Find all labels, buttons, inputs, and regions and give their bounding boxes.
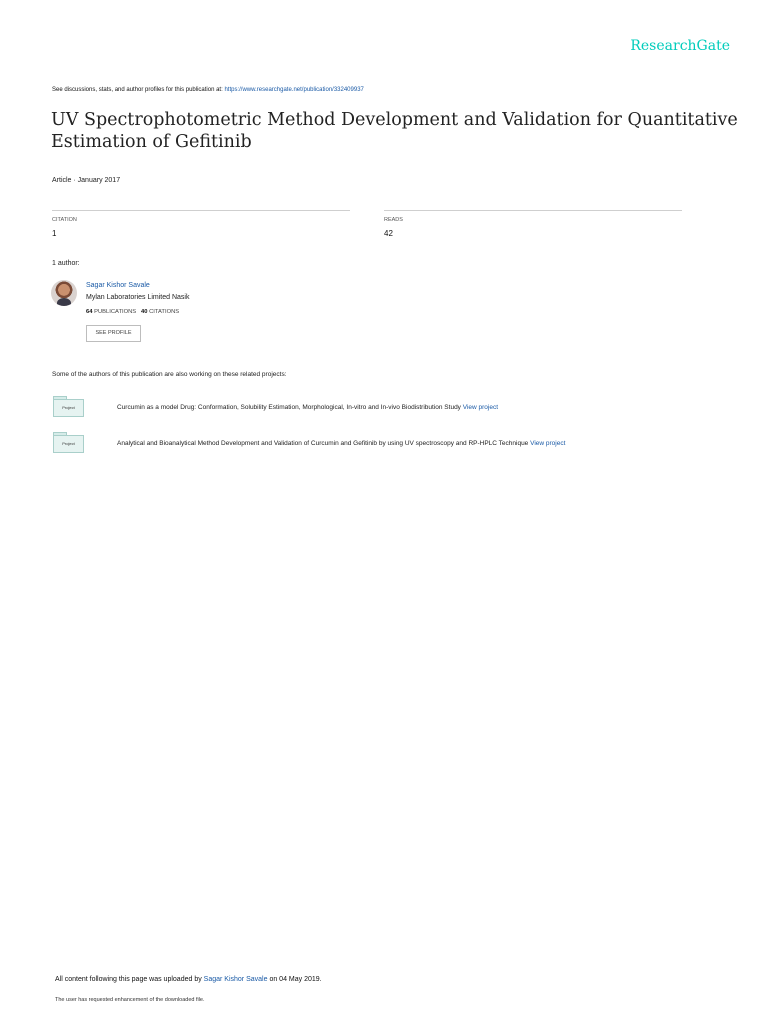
citations-label: CITATIONS xyxy=(149,309,180,315)
uploaded-by-line xyxy=(55,976,322,983)
view-project-link[interactable]: View project xyxy=(462,404,499,411)
reads-label: READS xyxy=(384,217,403,223)
project-title: Curcumin as a model Drug: Conformation, Solubility Estimation, Morphological, In-vitro and In-vivo Biodistribution Study xyxy=(117,404,461,411)
related-projects-heading: Some of the authors of this publication are also working on these related projects: xyxy=(52,371,287,378)
author-name-link[interactable]: Sagar Kishor Savale xyxy=(86,282,150,289)
uploaded-suffix: on 04 May 2019. xyxy=(269,976,322,983)
reads-value: 42 xyxy=(384,229,393,238)
project-item xyxy=(117,404,498,411)
researchgate-logo[interactable]: ResearchGate xyxy=(630,38,730,54)
author-affiliation: Mylan Laboratories Limited Nasik xyxy=(86,294,190,301)
citation-value: 1 xyxy=(52,229,57,238)
view-project-link[interactable]: View project xyxy=(530,440,566,447)
citations-count: 40 xyxy=(141,309,148,315)
uploader-link[interactable]: Sagar Kishor Savale xyxy=(203,976,268,983)
project-item xyxy=(117,440,565,447)
authors-heading: 1 author: xyxy=(52,260,80,267)
author-avatar[interactable] xyxy=(51,280,77,306)
paper-title: UV Spectrophotometric Method Development and Validation for Quantitative Estimation of Gefitinib xyxy=(51,110,738,152)
project-folder-icon[interactable] xyxy=(53,432,83,452)
enhancement-note: The user has requested enhancement of the downloaded file. xyxy=(55,997,205,1003)
discussions-text: See discussions, stats, and author profiles for this publication at: xyxy=(52,87,223,93)
project-folder-label: Project xyxy=(53,435,84,453)
publication-url-link[interactable]: https://www.researchgate.net/publication/332409937 xyxy=(224,87,364,93)
article-meta: Article · January 2017 xyxy=(52,177,121,184)
project-title: Analytical and Bioanalytical Method Development and Validation of Curcumin and Gefitinib by using UV spectroscopy and RP-HPLC Technique xyxy=(117,440,529,447)
publications-label: PUBLICATIONS xyxy=(94,309,137,315)
see-profile-button[interactable]: SEE PROFILE xyxy=(86,325,141,342)
author-stats xyxy=(86,309,179,315)
citation-label: CITATION xyxy=(52,217,77,223)
uploaded-prefix: All content following this page was uploaded by xyxy=(55,976,202,983)
reads-divider xyxy=(384,210,682,211)
project-folder-icon[interactable] xyxy=(53,396,83,416)
project-folder-label: Project xyxy=(53,399,84,417)
publications-count: 64 xyxy=(86,309,93,315)
discussions-line xyxy=(52,87,364,93)
citation-divider xyxy=(52,210,350,211)
